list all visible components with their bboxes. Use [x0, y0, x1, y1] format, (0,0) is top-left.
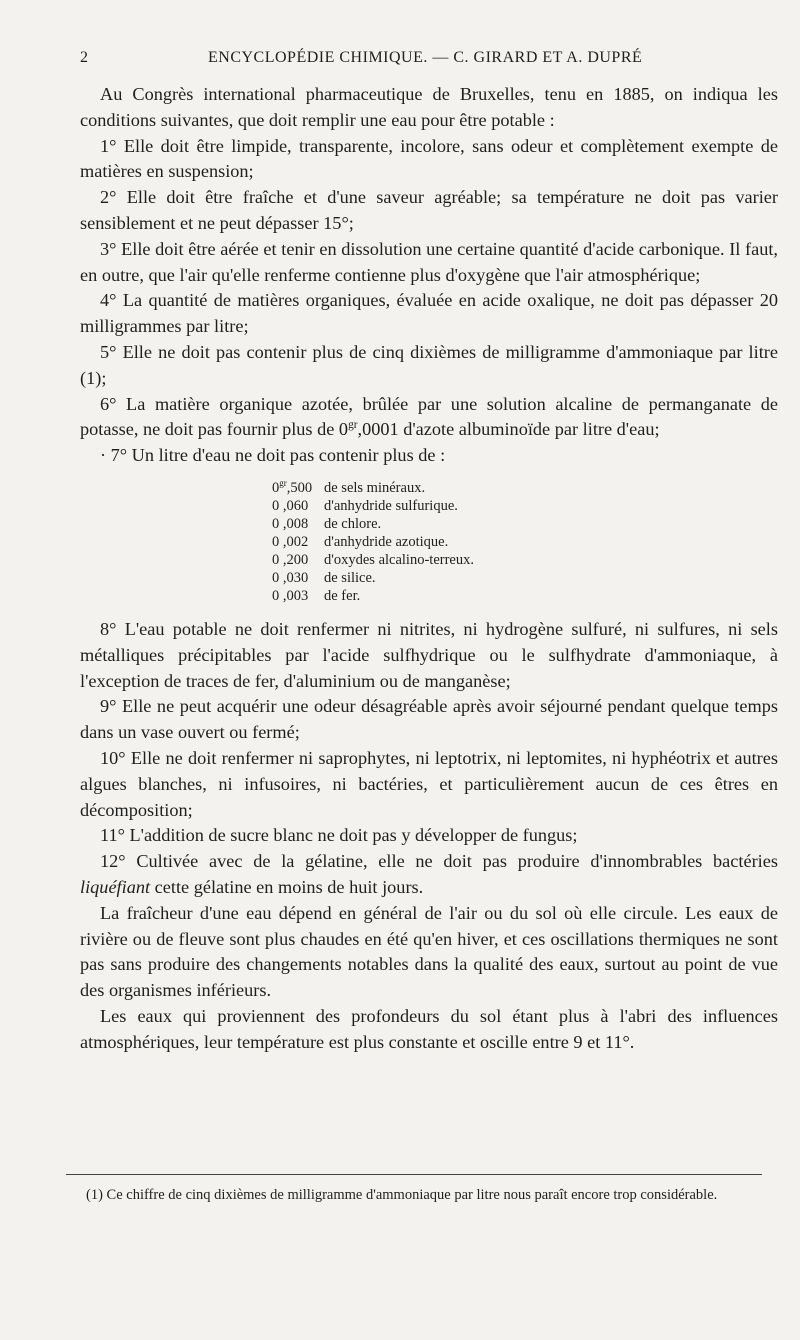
page-number: 2	[80, 49, 89, 66]
composition-amount: 0 ,030	[272, 569, 309, 586]
condition-7: · 7° Un litre d'eau ne doit pas contenir plus de :	[100, 445, 446, 466]
condition-10: 10° Elle ne doit renfermer ni saprophytes, ni leptotrix, ni leptomites, ni hyphéotrix et autres algues blanches, ni infusoires, ni bactéries, et particulièrement aucun de ces êtres en décomposition;	[80, 747, 778, 820]
condition-1: 1° Elle doit être limpide, transparente, incolore, sans odeur et complètement exempte de matières en suspension;	[80, 135, 778, 182]
composition-item	[272, 569, 778, 587]
composition-label: de silice.	[324, 569, 376, 586]
footnote-divider	[66, 1174, 762, 1175]
condition-12-text-a: 12° Cultivée avec de la gélatine, elle ne doit pas produire d'innombrables bactéries	[100, 851, 778, 872]
condition-6	[80, 392, 778, 444]
body-text	[80, 82, 778, 1056]
paragraph-fraicheur: La fraîcheur d'une eau dépend en général de l'air ou du sol où elle circule. Les eaux de rivière ou de fleuve sont plus chaudes en été qu'en hiver, et ces oscillations thermiques ne sont pas sans produire des changements notables dans la qualité des eaux, surtout au point de vue des organismes inférieurs.	[80, 902, 778, 1001]
composition-label: d'anhydride azotique.	[324, 533, 449, 550]
composition-amount-int: 0	[272, 479, 280, 496]
composition-item	[272, 515, 778, 533]
condition-9: 9° Elle ne peut acquérir une odeur désagréable après avoir séjourné pendant quelque temps dans un vase ouvert ou fermé;	[80, 696, 778, 743]
composition-item	[272, 533, 778, 551]
composition-label: de chlore.	[324, 515, 382, 532]
composition-label: de sels minéraux.	[324, 479, 426, 496]
footnote-text: (1) Ce chiffre de cinq dixièmes de milligramme d'ammoniaque par litre nous paraît encore trop considérable.	[86, 1187, 718, 1203]
condition-12-text-b: cette gélatine en moins de huit jours.	[154, 876, 424, 897]
running-title: ENCYCLOPÉDIE CHIMIQUE. — C. GIRARD ET A. DUPRÉ	[208, 49, 643, 66]
composition-label: d'oxydes alcalino-terreux.	[324, 551, 474, 568]
composition-label: de fer.	[324, 587, 361, 604]
condition-8: 8° L'eau potable ne doit renfermer ni nitrites, ni hydrogène sulfuré, ni sulfures, ni sels métalliques précipitables par l'acide sulfhydrique ou le sulfhydrate d'ammoniaque, à l'exception de traces de fer, d'aluminium ou de manganèse;	[80, 618, 778, 691]
condition-12-italic: liquéfiant	[80, 876, 151, 897]
condition-5: 5° Elle ne doit pas contenir plus de cinq dixièmes de milligramme d'ammoniaque par litre (1);	[80, 341, 778, 388]
condition-12	[80, 849, 778, 901]
composition-amount	[272, 479, 324, 497]
paragraph-intro: Au Congrès international pharmaceutique de Bruxelles, tenu en 1885, on indiqua les conditions suivantes, que doit remplir une eau pour être potable :	[80, 84, 778, 130]
composition-list	[272, 479, 778, 605]
paragraph-profondeurs: Les eaux qui proviennent des profondeurs du sol étant plus à l'abri des influences atmosphériques, leur température est plus constante et oscille entre 9 et 11°.	[80, 1005, 778, 1052]
composition-amount-dec: ,500	[286, 479, 313, 496]
composition-item	[272, 587, 778, 605]
composition-amount: 0 ,002	[272, 533, 309, 550]
composition-item	[272, 479, 778, 497]
footnote	[66, 1186, 766, 1204]
condition-6-text-a: 6° La matière organique azotée, brûlée par une solution alcaline de permanganate de potasse, ne doit pas fournir plus de 0	[80, 393, 778, 440]
composition-label: d'anhydride sulfurique.	[324, 497, 458, 514]
condition-3: 3° Elle doit être aérée et tenir en dissolution une certaine quantité d'acide carbonique. Il faut, en outre, que l'air qu'elle renferme contienne plus d'oxygène que l'air atmosphérique;	[80, 238, 778, 285]
condition-2: 2° Elle doit être fraîche et d'une saveur agréable; sa température ne doit pas varier sensiblement et ne peut dépasser 15°;	[80, 187, 778, 233]
condition-11: 11° L'addition de sucre blanc ne doit pas y développer de fungus;	[100, 825, 578, 846]
composition-unit: gr	[279, 478, 287, 489]
page-header	[80, 49, 660, 71]
condition-6-text-b: ,0001 d'azote albuminoïde par litre d'eau;	[357, 419, 660, 440]
condition-4: 4° La quantité de matières organiques, évaluée en acide oxalique, ne doit pas dépasser 20 milligrammes par litre;	[80, 290, 778, 337]
composition-amount: 0 ,060	[272, 497, 309, 514]
condition-6-unit: gr	[348, 419, 358, 432]
composition-amount: 0 ,003	[272, 587, 309, 604]
composition-amount: 0 ,200	[272, 551, 309, 568]
composition-amount: 0 ,008	[272, 515, 309, 532]
composition-item	[272, 551, 778, 569]
composition-item	[272, 497, 778, 515]
